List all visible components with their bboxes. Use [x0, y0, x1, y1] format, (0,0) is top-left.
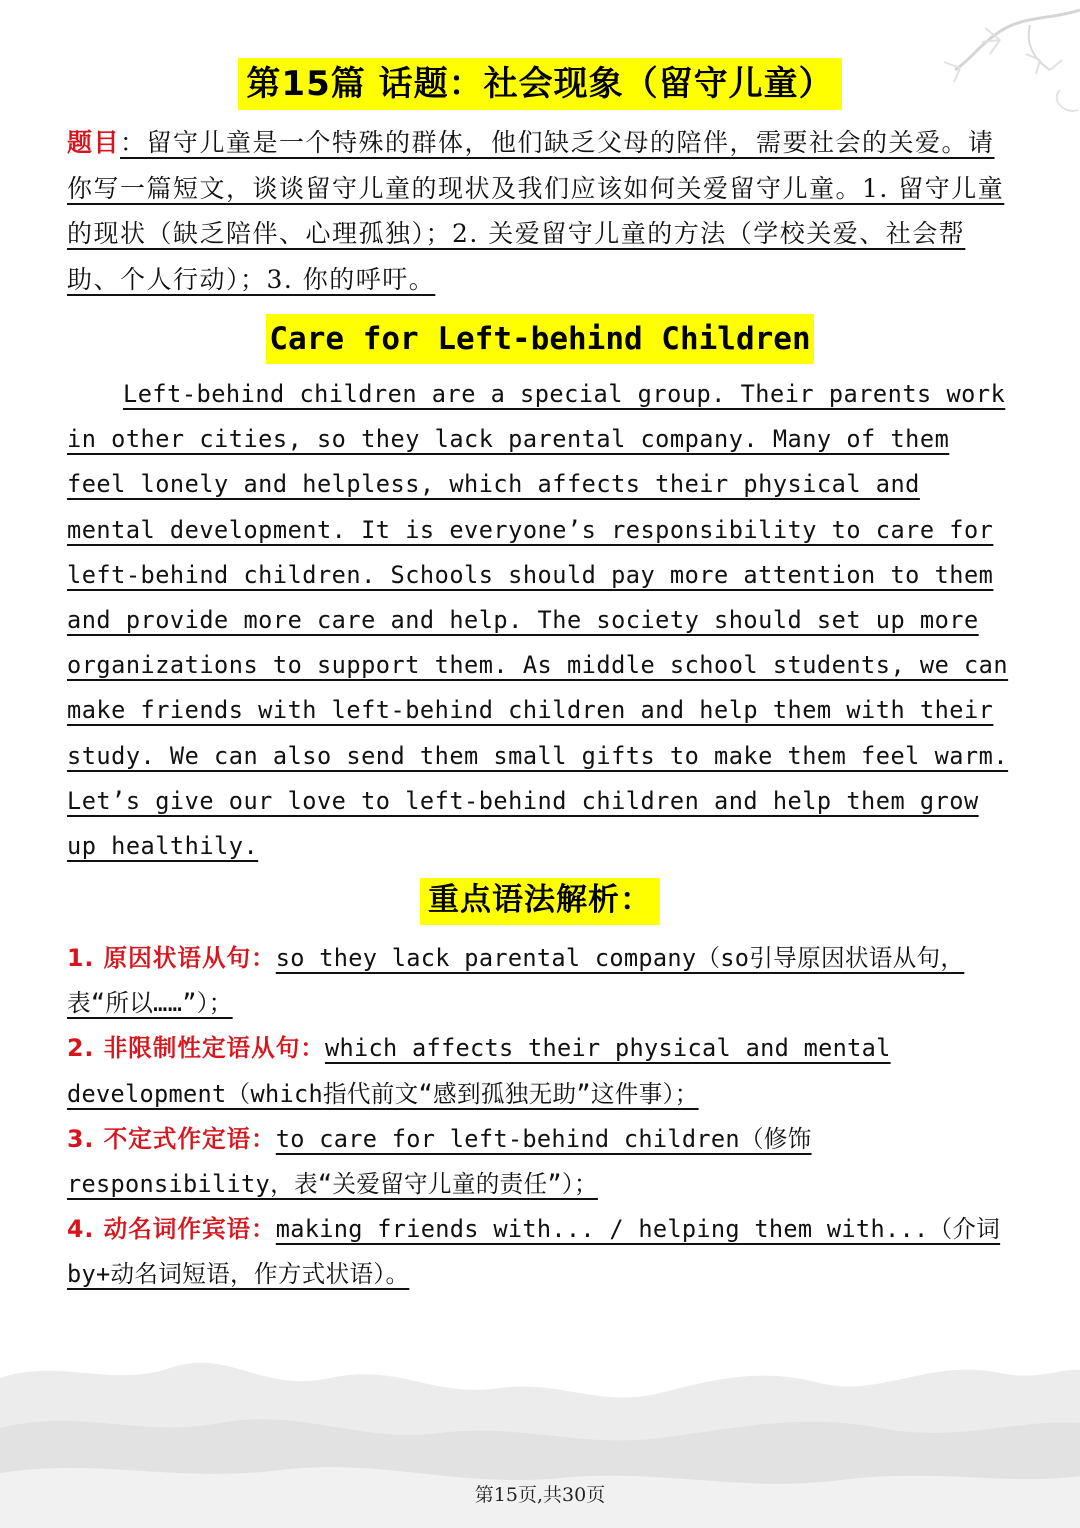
- grammar-item-label: 4. 动名词作宾语：: [67, 1215, 276, 1244]
- grammar-notes: [67, 936, 1012, 1298]
- grammar-item-text: making friends with... / helping them with...（介词by+动名词短语，作方式状语）。: [67, 1215, 1001, 1289]
- grammar-item-text: which affects their physical and mental development（which指代前文“感到孤独无助”这件事）；: [67, 1034, 891, 1108]
- grammar-title: 重点语法解析：: [420, 878, 660, 925]
- essay-body: [67, 372, 1012, 869]
- page-title-container: [0, 58, 1080, 110]
- grammar-item: [67, 1207, 1012, 1297]
- prompt-label: 题目: [67, 128, 121, 157]
- grammar-item: [67, 1026, 1012, 1116]
- grammar-title-container: [0, 878, 1080, 925]
- prompt-text: ：留守儿童是一个特殊的群体，他们缺乏父母的陪伴，需要社会的关爱。请你写一篇短文，谈谈留守儿童的现状及我们应该如何关爱留守儿童。1. 留守儿童的现状（缺乏陪伴、心理孤独）；2. 关爱留守儿童的方法（学校关爱、社会帮助、个人行动）；3. 你的呼吁。: [67, 128, 1005, 294]
- grammar-item-text: to care for left-behind children（修饰responsibility，表“关爱留守儿童的责任”）；: [67, 1124, 812, 1199]
- grammar-item-label: 1. 原因状语从句：: [67, 944, 276, 972]
- grammar-item-label: 3. 不定式作定语：: [67, 1124, 276, 1153]
- grammar-item-label: 2. 非限制性定语从句：: [67, 1034, 325, 1063]
- essay-title: Care for Left-behind Children: [266, 314, 813, 364]
- writing-prompt: [67, 120, 1012, 302]
- essay-text: Left-behind children are a special group. Their parents work in other cities, so they lack parental company. Many of them feel lonely and helpless, which affects their physical and mental development. It is everyone’s responsibility to care for left-behind children. Schools should pay more attention to them and provide more care and help. The society should set up more organizations to support them. As middle school students, we can make friends with left-behind children and help them with their study. We can also send them small gifts to make them feel warm. Let’s give our love to left-behind children and help them grow up healthily.: [67, 380, 1009, 861]
- page-title: 第15篇 话题：社会现象（留守儿童）: [238, 58, 841, 110]
- page-number: 第15页,共30页: [474, 1484, 606, 1506]
- grammar-item: [67, 936, 1012, 1026]
- grammar-item: [67, 1117, 1012, 1207]
- grammar-item-text: so they lack parental company（so引导原因状语从句，表“所以……”）；: [67, 944, 965, 1018]
- essay-title-container: [0, 314, 1080, 364]
